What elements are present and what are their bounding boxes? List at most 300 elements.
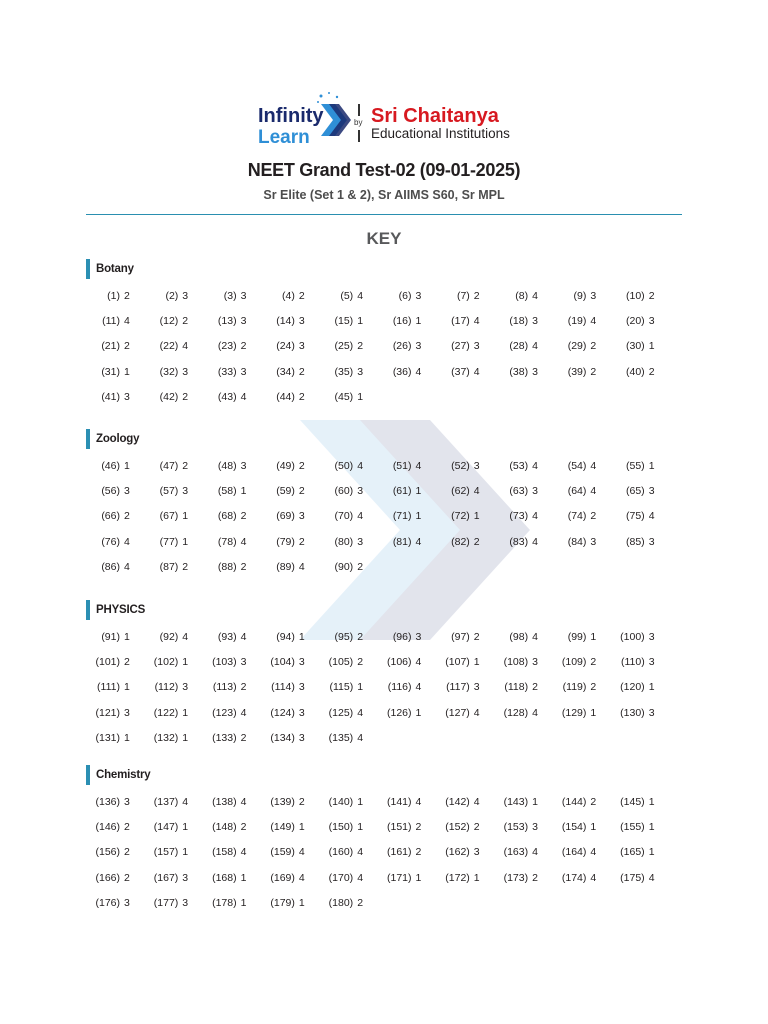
answer-value: 2 [240,510,247,523]
answer-item [203,818,261,836]
watermark-logo-icon [180,400,600,660]
answer-item [436,653,494,671]
question-number: (112) [154,681,179,694]
answer-value: 1 [415,871,422,884]
answer-item [611,533,669,551]
question-number: (62) [451,485,470,498]
answer-value: 2 [415,846,422,859]
answer-value: 4 [648,510,655,523]
answer-item [436,312,494,330]
answer-value: 2 [357,896,364,909]
answer-item [494,337,552,355]
question-number: (137) [153,796,179,808]
answer-value: 3 [124,706,130,719]
question-number: (143) [503,796,529,808]
answer-value: 3 [357,365,364,378]
answer-item [144,363,202,381]
question-number: (127) [445,706,470,719]
answer-item [378,337,436,355]
answer-value: 3 [532,365,538,378]
answer-item [611,507,669,525]
answer-item [203,363,261,381]
question-number: (103) [212,656,237,669]
answer-value: 4 [240,706,247,719]
answer-value: 2 [240,731,247,744]
answer-value: 1 [182,731,189,744]
answer-value: 3 [298,315,305,328]
answer-value: 1 [240,485,247,498]
answer-value: 1 [124,731,130,744]
answer-item [261,793,319,811]
answer-value: 2 [298,365,305,378]
answer-value: 1 [357,796,364,808]
answer-item [144,287,202,305]
question-number: (85) [626,535,645,548]
answer-value: 4 [473,485,480,498]
question-number: (68) [217,510,237,523]
question-number: (27) [451,340,470,353]
answer-value: 1 [357,681,364,694]
answer-item [144,678,202,696]
answer-item [144,653,202,671]
answer-value: 1 [240,896,247,909]
answer-value: 3 [532,821,538,834]
answer-value: 2 [415,821,422,834]
question-number: (45) [334,390,354,403]
question-number: (55) [626,460,645,472]
question-number: (3) [223,290,237,302]
answer-item [144,818,202,836]
answer-item [319,457,377,475]
question-number: (173) [503,871,529,884]
answer-value: 3 [240,365,247,378]
question-number: (41) [101,390,120,403]
answer-value: 2 [182,460,189,472]
question-number: (36) [392,365,412,378]
answer-item [552,818,610,836]
question-number: (110) [620,656,645,669]
answer-value: 4 [648,871,655,884]
section-heading [86,259,134,279]
answer-item [436,533,494,551]
answer-value: 3 [182,485,189,498]
answer-item [261,558,319,576]
question-number: (116) [387,681,412,694]
answer-value: 4 [532,290,538,302]
question-number: (117) [446,681,470,694]
answer-item [552,843,610,861]
question-number: (42) [159,390,179,403]
answer-value: 2 [357,560,364,573]
question-number: (4) [282,290,295,302]
answer-value: 2 [240,340,247,353]
question-number: (30) [626,340,645,353]
answer-item [203,729,261,747]
question-number: (22) [159,340,179,353]
logo-divider [358,104,360,116]
question-number: (33) [217,365,237,378]
answer-item [319,312,377,330]
question-number: (180) [328,896,354,909]
answer-item [261,337,319,355]
question-number: (56) [101,485,120,498]
section-heading [86,765,150,785]
answer-item [144,704,202,722]
answer-value: 2 [357,656,364,669]
answer-value: 1 [590,706,597,719]
answer-value: 2 [298,796,305,808]
answer-item [261,482,319,500]
answer-value: 1 [124,681,130,694]
question-number: (156) [95,846,120,859]
question-number: (148) [212,821,237,834]
answer-value: 3 [357,535,364,548]
question-number: (80) [334,535,354,548]
answer-value: 2 [124,340,130,353]
answer-value: 3 [182,365,189,378]
answer-value: 4 [298,871,305,884]
answer-value: 2 [298,460,305,472]
answer-item [261,894,319,912]
question-number: (58) [217,485,237,498]
answer-item [144,843,202,861]
question-number: (46) [101,460,120,472]
question-number: (65) [626,485,645,498]
answer-item [203,312,261,330]
answer-item [144,558,202,576]
question-number: (31) [101,365,120,378]
question-number: (131) [95,731,120,744]
answer-value: 2 [182,315,189,328]
question-number: (73) [509,510,529,523]
answer-item [436,869,494,887]
answer-value: 4 [590,846,597,859]
question-number: (147) [153,821,179,834]
question-number: (140) [328,796,354,808]
question-number: (66) [101,510,120,523]
answer-item [378,653,436,671]
question-number: (50) [334,460,354,472]
answer-item [436,363,494,381]
question-number: (5) [340,290,354,302]
answer-value: 2 [473,535,480,548]
answer-item [436,818,494,836]
question-number: (125) [328,706,354,719]
question-number: (97) [451,631,470,643]
answer-item [494,704,552,722]
section-marker [86,259,90,279]
answer-value: 1 [532,796,538,808]
answer-value: 4 [532,510,538,523]
answer-value: 2 [473,290,480,302]
question-number: (113) [212,681,237,694]
answer-item [203,704,261,722]
answer-item [436,678,494,696]
question-number: (115) [329,681,354,694]
question-number: (158) [212,846,237,859]
answer-item [319,388,377,406]
answer-item [378,843,436,861]
answer-value: 2 [240,821,247,834]
answer-item [86,843,144,861]
answer-value: 1 [357,390,364,403]
question-number: (34) [276,365,295,378]
question-number: (166) [95,871,120,884]
question-number: (108) [503,656,529,669]
answer-item [203,558,261,576]
answer-item [378,312,436,330]
answer-item [86,894,144,912]
answer-value: 4 [182,796,189,808]
question-number: (154) [561,821,587,834]
answer-value: 2 [298,485,305,498]
answer-item [86,482,144,500]
question-number: (86) [101,560,120,573]
answer-value: 2 [182,390,189,403]
answer-value: 3 [182,681,189,694]
question-number: (6) [398,290,412,302]
answer-item [378,482,436,500]
section-title: Zoology [96,433,140,445]
answer-value: 3 [182,896,189,909]
answer-item [436,337,494,355]
answer-value: 3 [415,290,422,302]
answer-value: 4 [415,460,422,472]
question-number: (89) [276,560,295,573]
answer-item [203,482,261,500]
answer-value: 3 [298,731,305,744]
question-number: (98) [509,631,529,643]
answer-value: 4 [473,706,480,719]
answer-item [611,653,669,671]
answer-item [319,678,377,696]
answer-item [261,628,319,646]
answer-item [494,653,552,671]
answer-item [86,704,144,722]
answer-item [494,628,552,646]
answer-value: 2 [124,846,130,859]
answer-value: 3 [298,681,305,694]
answer-item [261,869,319,887]
answer-item [86,729,144,747]
answer-value: 2 [298,535,305,548]
question-number: (76) [101,535,120,548]
question-number: (78) [217,535,237,548]
answer-value: 3 [473,681,480,694]
answer-value: 1 [182,535,189,548]
question-number: (94) [276,631,295,643]
answer-item [552,363,610,381]
answer-value: 2 [357,340,364,353]
question-number: (118) [504,681,529,694]
answer-value: 4 [415,365,422,378]
answer-value: 2 [648,365,655,378]
answer-item [319,558,377,576]
answer-item [144,507,202,525]
infinity-learn-logo: Infinity [258,105,324,127]
answer-value: 2 [590,365,597,378]
answer-item [319,482,377,500]
answer-item [611,869,669,887]
answer-item [494,793,552,811]
question-number: (107) [445,656,470,669]
section-marker [86,765,90,785]
question-number: (163) [503,846,529,859]
question-number: (170) [328,871,354,884]
answer-item [494,457,552,475]
answer-value: 3 [298,706,305,719]
question-number: (152) [445,821,470,834]
answer-item [319,843,377,861]
answer-item [494,869,552,887]
question-number: (178) [212,896,237,909]
answer-value: 1 [648,681,655,694]
question-number: (2) [165,290,179,302]
answer-item [261,287,319,305]
answer-value: 4 [298,846,305,859]
question-number: (172) [445,871,470,884]
answer-item [436,457,494,475]
question-number: (20) [626,315,645,328]
answer-item [552,312,610,330]
answer-item [494,363,552,381]
question-number: (161) [386,846,412,859]
answer-value: 3 [648,631,655,643]
answer-value: 2 [590,510,597,523]
section-title: Chemistry [96,769,151,781]
answer-item [319,628,377,646]
question-number: (171) [386,871,412,884]
answer-value: 4 [590,315,597,328]
answer-value: 1 [124,631,130,643]
question-number: (105) [328,656,354,669]
answer-value: 4 [590,485,597,498]
answer-item [319,363,377,381]
question-number: (44) [276,390,295,403]
question-number: (25) [334,340,354,353]
answer-item [144,533,202,551]
answer-item [611,337,669,355]
answer-item [86,337,144,355]
infinity-arrow-icon [315,90,355,142]
answer-value: 4 [357,460,364,472]
question-number: (176) [95,896,120,909]
answer-item [144,337,202,355]
question-number: (53) [509,460,529,472]
answer-value: 4 [124,315,130,328]
answer-value: 1 [473,510,480,523]
answer-item [86,793,144,811]
answer-item [436,628,494,646]
question-number: (168) [212,871,237,884]
answer-item [611,312,669,330]
answer-value: 4 [532,340,538,353]
answer-item [203,287,261,305]
answer-item [261,533,319,551]
answer-value: 2 [124,656,130,669]
answer-item [144,793,202,811]
answer-item [378,287,436,305]
question-number: (93) [217,631,237,643]
answer-item [319,869,377,887]
answer-value: 4 [240,796,247,808]
answer-value: 4 [415,535,422,548]
answer-value: 4 [532,535,538,548]
answer-value: 2 [357,631,364,643]
question-number: (24) [276,340,295,353]
question-number: (82) [451,535,470,548]
answer-item [494,678,552,696]
answer-item [144,869,202,887]
answer-value: 3 [473,460,480,472]
answer-item [611,363,669,381]
key-heading: KEY [366,229,402,248]
answer-item [86,287,144,305]
question-number: (70) [334,510,354,523]
question-number: (129) [561,706,587,719]
answer-item [611,628,669,646]
answer-item [319,729,377,747]
section-heading [86,429,139,449]
answer-item [319,653,377,671]
answer-value: 4 [415,656,422,669]
answer-value: 4 [357,846,364,859]
answer-value: 3 [182,871,189,884]
answer-item [319,507,377,525]
answer-value: 3 [240,315,247,328]
answer-item [261,312,319,330]
answer-item [378,704,436,722]
answer-item [436,287,494,305]
answer-value: 3 [124,485,130,498]
answer-value: 1 [415,706,422,719]
question-number: (91) [101,631,120,643]
question-number: (169) [270,871,295,884]
answer-item [261,457,319,475]
answer-value: 3 [648,315,655,328]
question-number: (47) [159,460,179,472]
answer-value: 2 [240,681,247,694]
question-number: (179) [270,896,295,909]
answer-value: 3 [415,340,422,353]
answer-item [436,482,494,500]
question-number: (1) [107,290,120,302]
answer-value: 2 [124,290,130,302]
answer-value: 1 [648,796,655,808]
answer-item [319,704,377,722]
answer-value: 2 [124,821,130,834]
answer-item [86,507,144,525]
answer-value: 1 [648,846,655,859]
answer-value: 1 [124,460,130,472]
answer-value: 1 [415,315,422,328]
answer-value: 2 [298,390,305,403]
sri-chaitanya-subtitle: Educational Institutions [371,126,510,141]
answer-item [144,628,202,646]
answer-value: 1 [298,896,305,909]
answer-item [144,894,202,912]
answer-value: 3 [532,656,538,669]
answer-value: 4 [298,560,305,573]
question-number: (84) [567,535,587,548]
answer-value: 3 [124,896,130,909]
answer-value: 3 [473,340,480,353]
answer-value: 4 [240,846,247,859]
logo-by-text: by [354,118,363,127]
answer-item [611,287,669,305]
answer-item [261,678,319,696]
question-number: (52) [451,460,470,472]
